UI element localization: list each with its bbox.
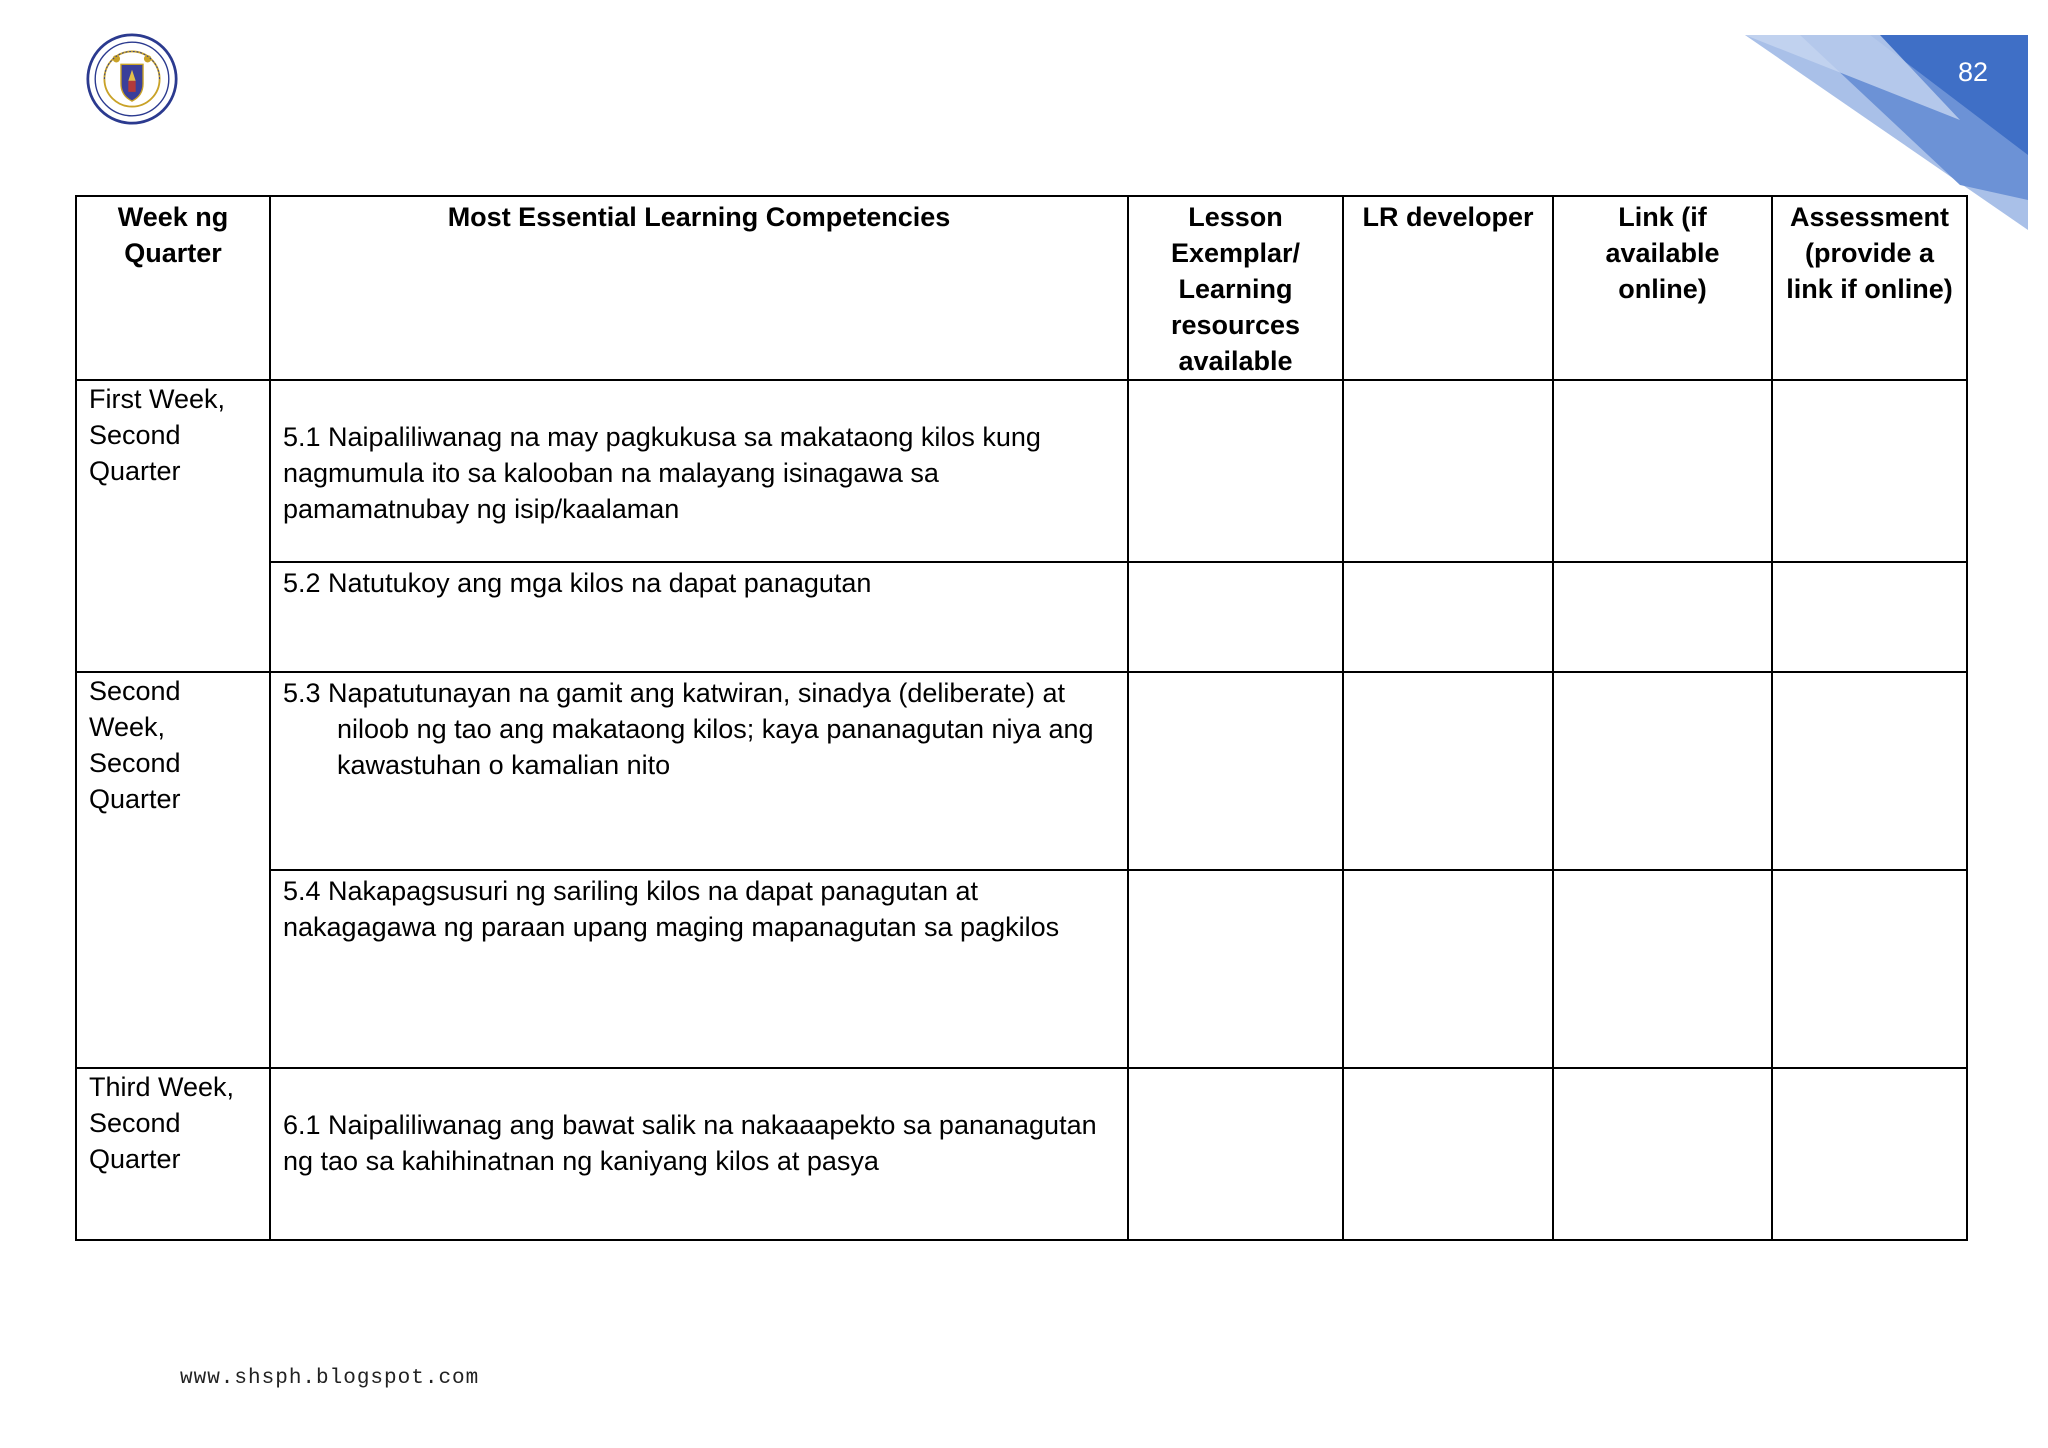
competency-text: 5.1 Naipaliliwanag na may pagkukusa sa makataong kilos kung nagmumula ito sa kalooban na malayang isinagawa sa pamamatnubay ng isip/kaalaman [283, 422, 1041, 524]
link-cell [1553, 380, 1772, 562]
lr-developer-cell [1343, 870, 1553, 1068]
table-row [76, 672, 1967, 870]
header-link: Link (if available online) [1553, 196, 1772, 380]
competency-cell [270, 870, 1128, 1068]
competency-cell [270, 672, 1128, 870]
table-row [76, 870, 1967, 1068]
table-row [76, 1068, 1967, 1240]
assessment-cell [1772, 562, 1967, 672]
lesson-cell [1128, 870, 1343, 1068]
link-cell [1553, 562, 1772, 672]
header-assessment: Assessment (provide a link if online) [1772, 196, 1967, 380]
header-lesson: Lesson Exemplar/ Learning resources available [1128, 196, 1343, 380]
assessment-cell [1772, 380, 1967, 562]
competency-text: 5.4 Nakapagsusuri ng sariling kilos na dapat panagutan at nakagagawa ng paraan upang maging mapanagutan sa pagkilos [283, 876, 1060, 942]
competency-text: 6.1 Naipaliliwanag ang bawat salik na nakaaapekto sa pananagutan ng tao sa kahihinatnan ng kaniyang kilos at pasya [283, 1110, 1097, 1176]
assessment-cell [1772, 870, 1967, 1068]
competency-text: 5.2 Natutukoy ang mga kilos na dapat panagutan [283, 568, 872, 598]
week-cell: First Week, Second Quarter [76, 380, 270, 672]
table-header-row [76, 196, 1967, 380]
lr-developer-cell [1343, 562, 1553, 672]
table-row [76, 380, 1967, 562]
lr-developer-cell [1343, 1068, 1553, 1240]
competency-text: 5.3 Napatutunayan na gamit ang katwiran, sinadya (deliberate) at niloob ng tao ang makataong kilos; kaya pananagutan niya ang kawastuhan o kamalian nito [283, 678, 1094, 780]
header-lr-developer: LR developer [1343, 196, 1553, 380]
lesson-cell [1128, 380, 1343, 562]
competency-cell [270, 1068, 1128, 1240]
lesson-cell [1128, 672, 1343, 870]
assessment-cell [1772, 1068, 1967, 1240]
link-cell [1553, 1068, 1772, 1240]
competency-table [75, 195, 1968, 1241]
link-cell [1553, 870, 1772, 1068]
lr-developer-cell [1343, 672, 1553, 870]
week-cell: Second Week, Second Quarter [76, 672, 270, 1068]
page-number: 82 [1958, 57, 1989, 87]
header-week: Week ng Quarter [76, 196, 270, 380]
footer-url: www.shsph.blogspot.com [180, 1367, 480, 1390]
competency-cell [270, 562, 1128, 672]
week-cell: Third Week, Second Quarter [76, 1068, 270, 1240]
table-row [76, 562, 1967, 672]
lr-developer-cell [1343, 380, 1553, 562]
link-cell [1553, 672, 1772, 870]
assessment-cell [1772, 672, 1967, 870]
competency-cell [270, 380, 1128, 562]
lesson-cell [1128, 562, 1343, 672]
lesson-cell [1128, 1068, 1343, 1240]
header-competencies: Most Essential Learning Competencies [270, 196, 1128, 380]
